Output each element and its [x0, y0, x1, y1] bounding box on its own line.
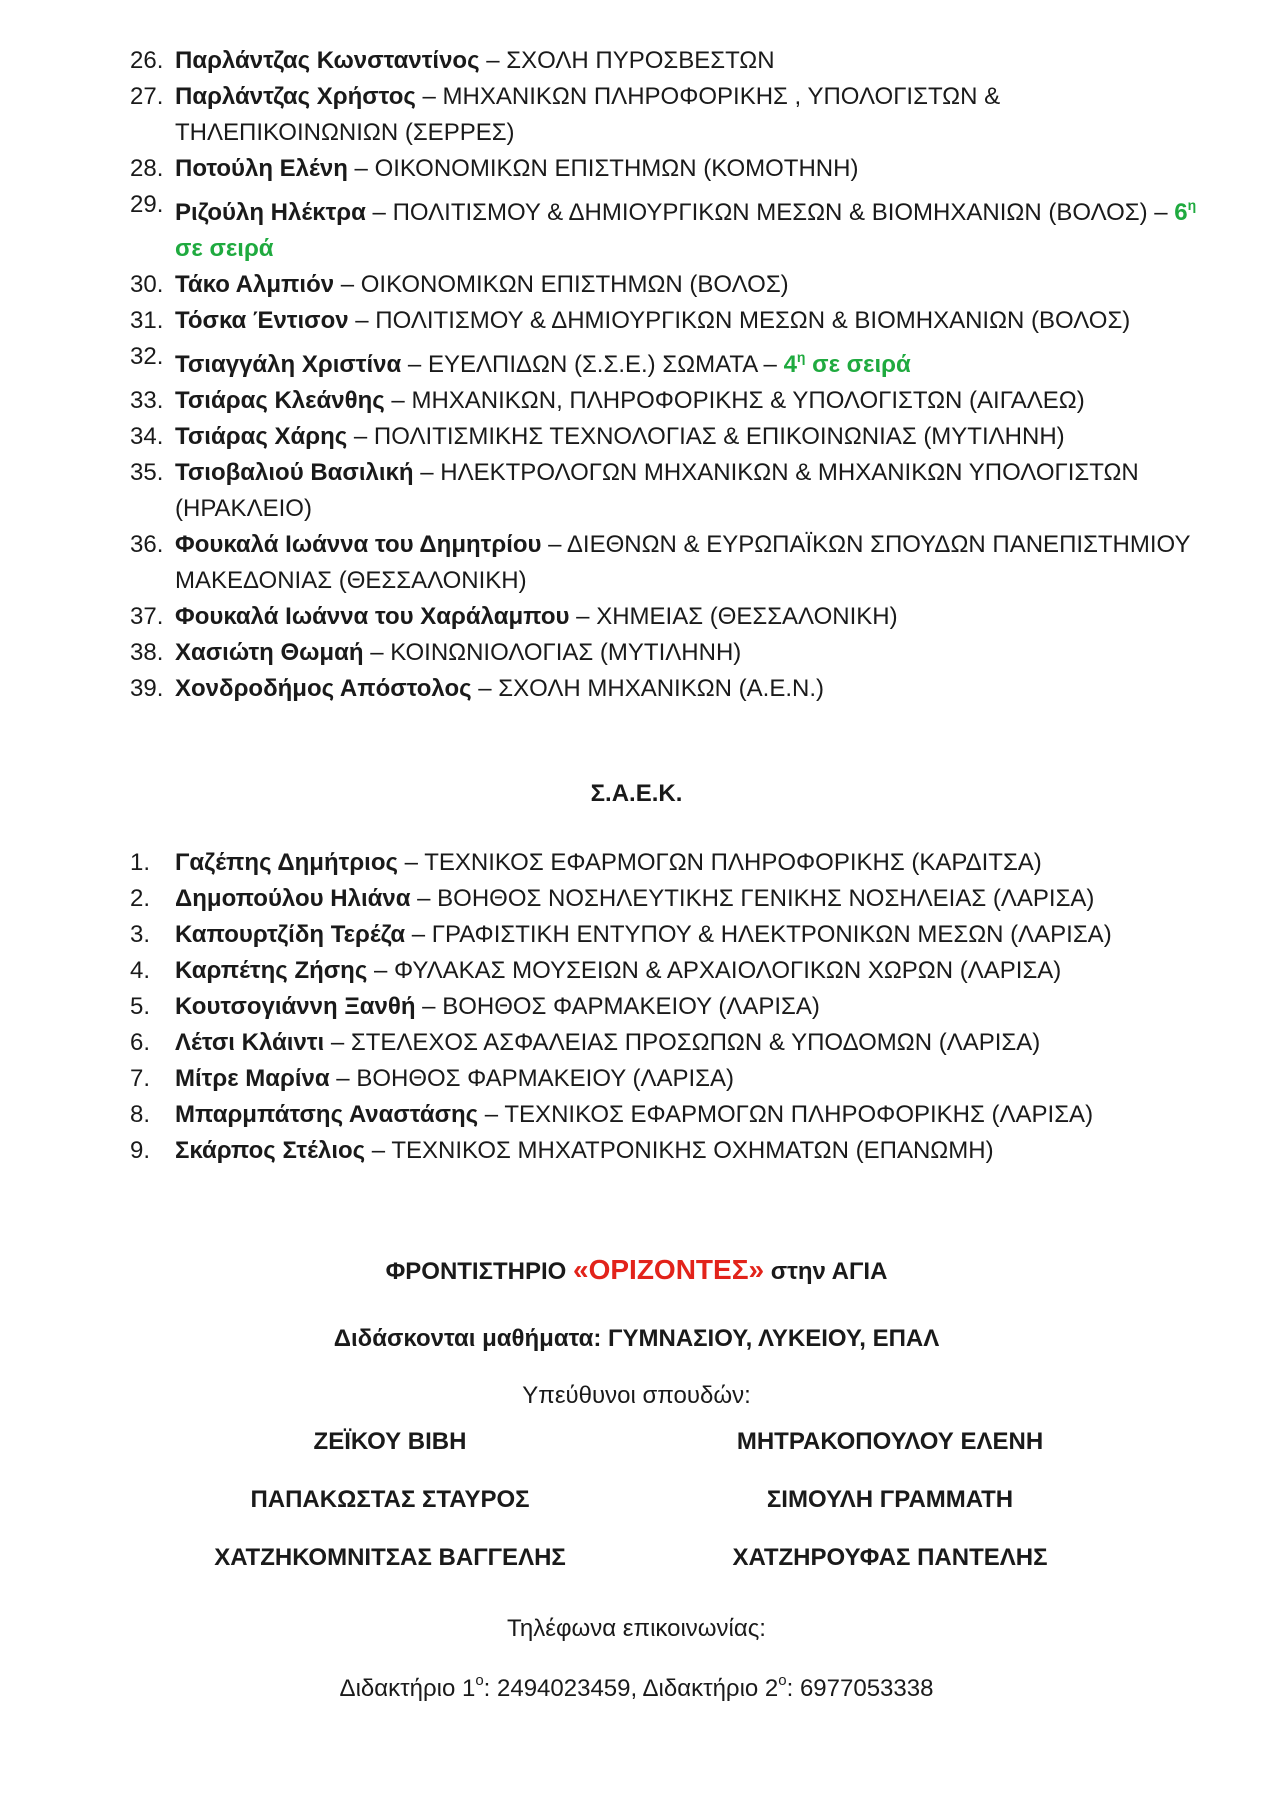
saek-heading: Σ.Α.Ε.Κ.	[590, 780, 683, 807]
separator: –	[1147, 199, 1175, 226]
phone1-superscript: ο	[475, 1672, 484, 1689]
item-number: 2.	[130, 885, 151, 912]
list-item	[130, 151, 1210, 187]
separator: –	[363, 639, 391, 666]
student-name: Φουκαλά Ιωάννα του Δημητρίου	[175, 531, 542, 558]
list-item	[130, 671, 1210, 707]
phones-line	[0, 1672, 1273, 1703]
separator: –	[365, 1137, 392, 1164]
separator: –	[348, 307, 376, 334]
list-item	[130, 383, 1210, 419]
item-number: 7.	[130, 1065, 151, 1092]
school-name: ΒΟΗΘΟΣ ΦΑΡΜΑΚΕΙΟΥ (ΛΑΡΙΣΑ)	[356, 1065, 735, 1092]
phone2-label: Διδακτήριο 2	[642, 1675, 779, 1702]
student-name: Χασιώτη Θωμαή	[175, 639, 364, 666]
item-number: 39.	[130, 675, 164, 702]
separator: –	[401, 351, 428, 378]
rank-text: σε σειρά	[805, 351, 911, 378]
student-name: Ποτούλη Ελένη	[175, 155, 348, 182]
item-number: 30.	[130, 271, 164, 298]
staff-name: ΧΑΤΖΗΚΟΜΝΙΤΣΑΣ ΒΑΓΓΕΛΗΣ	[214, 1544, 566, 1571]
list-item	[130, 845, 1210, 881]
school-name: ΦΥΛΑΚΑΣ ΜΟΥΣΕΙΩΝ & ΑΡΧΑΙΟΛΟΓΙΚΩΝ ΧΩΡΩΝ (ΛΑΡΙΣΑ)	[394, 957, 1062, 984]
phones-label: Τηλέφωνα επικοινωνίας:	[507, 1615, 766, 1642]
school-name: ΒΟΗΘΟΣ ΦΑΡΜΑΚΕΙΟΥ (ΛΑΡΙΣΑ)	[442, 993, 820, 1020]
student-name: Μίτρε Μαρίνα	[175, 1065, 330, 1092]
school-name: ΚΟΙΝΩΝΙΟΛΟΓΙΑΣ (ΜΥΤΙΛΗΝΗ)	[390, 639, 742, 666]
student-name: Σκάρπος Στέλιος	[175, 1137, 366, 1164]
student-name: Τόσκα Έντισον	[175, 307, 349, 334]
staff-name: ΧΑΤΖΗΡΟΥΦΑΣ ΠΑΝΤΕΛΗΣ	[732, 1544, 1048, 1571]
separator: –	[365, 199, 393, 226]
list-item	[130, 635, 1210, 671]
item-number: 4.	[130, 957, 151, 984]
separator: –	[334, 271, 361, 298]
school-name: ΟΙΚΟΝΟΜΙΚΩΝ ΕΠΙΣΤΗΜΩΝ (ΚΟΜΟΤΗΝΗ)	[374, 155, 859, 182]
staff-label: Υπεύθυνοι σπουδών:	[522, 1382, 751, 1409]
school-name: ΔΙΕΘΝΩΝ & ΕΥΡΩΠΑΪΚΩΝ ΣΠΟΥΔΩΝ ΠΑΝΕΠΙΣΤΗΜΙΟΥ ΜΑΚΕΔΟΝΙΑΣ (ΘΕΣΣΑΛΟΝΙΚΗ)	[175, 531, 1191, 594]
list-item	[130, 527, 1210, 599]
staff-row	[140, 1544, 1140, 1602]
school-name: ΤΕΧΝΙΚΟΣ ΜΗΧΑΤΡΟΝΙΚΗΣ ΟΧΗΜΑΤΩΝ (ΕΠΑΝΩΜΗ)	[391, 1137, 994, 1164]
list-item	[130, 43, 1210, 79]
list-item	[130, 881, 1210, 917]
list-item	[130, 1061, 1210, 1097]
list-item	[130, 989, 1210, 1025]
item-number: 3.	[130, 921, 151, 948]
list-item	[130, 79, 1210, 151]
separator: –	[324, 1029, 351, 1056]
list-item	[130, 303, 1210, 339]
school-name: ΤΕΧΝΙΚΟΣ ΕΦΑΡΜΟΓΩΝ ΠΛΗΡΟΦΟΡΙΚΗΣ (ΛΑΡΙΣΑ)	[504, 1101, 1094, 1128]
separator: –	[347, 155, 375, 182]
school-name: ΠΟΛΙΤΙΣΜΙΚΗΣ ΤΕΧΝΟΛΟΓΙΑΣ & ΕΠΙΚΟΙΝΩΝΙΑΣ (ΜΥΤΙΛΗΝΗ)	[373, 423, 1065, 450]
school-name: ΜΗΧΑΝΙΚΩΝ, ΠΛΗΡΟΦΟΡΙΚΗΣ & ΥΠΟΛΟΓΙΣΤΩΝ (ΑΙΓΑΛΕΩ)	[411, 387, 1085, 414]
student-name: Τσιάρας Χάρης	[175, 423, 348, 450]
item-number: 8.	[130, 1101, 151, 1128]
separator: –	[471, 675, 499, 702]
student-name: Τσιάρας Κλεάνθης	[175, 387, 385, 414]
school-name: ΒΟΗΘΟΣ ΝΟΣΗΛΕΥΤΙΚΗΣ ΓΕΝΙΚΗΣ ΝΟΣΗΛΕΙΑΣ (ΛΑΡΙΣΑ)	[437, 885, 1095, 912]
phone2-number: : 6977053338	[786, 1675, 934, 1702]
separator: –	[405, 921, 432, 948]
item-number: 37.	[130, 603, 164, 630]
separator: –	[384, 387, 412, 414]
item-number: 38.	[130, 639, 164, 666]
student-name: Καπουρτζίδη Τερέζα	[175, 921, 406, 948]
brand-name: «ΟΡΙΖΟΝΤΕΣ»	[573, 1254, 765, 1285]
school-name: ΠΟΛΙΤΙΣΜΟΥ & ΔΗΜΙΟΥΡΓΙΚΩΝ ΜΕΣΩΝ & ΒΙΟΜΗΧΑΝΙΩΝ (ΒΟΛΟΣ)	[375, 307, 1131, 334]
footer-title-suffix: στην ΑΓΙΑ	[764, 1258, 888, 1285]
separator: –	[541, 531, 567, 558]
list-item	[130, 267, 1210, 303]
list-item	[130, 419, 1210, 455]
staff-name: ΜΗΤΡΑΚΟΠΟΥΛΟΥ ΕΛΕΝΗ	[736, 1428, 1044, 1455]
student-name: Δημοπούλου Ηλιάνα	[175, 885, 411, 912]
list-item	[130, 1025, 1210, 1061]
item-number: 28.	[130, 155, 164, 182]
student-name: Τσιοβαλιού Βασιλική	[175, 459, 414, 486]
subjects-line: Διδάσκονται μαθήματα: ΓΥΜΝΑΣΙΟΥ, ΛΥΚΕΙΟΥ, ΕΠΑΛ	[333, 1325, 940, 1352]
staff-grid	[140, 1428, 1140, 1602]
list-item	[130, 953, 1210, 989]
item-number: 5.	[130, 993, 151, 1020]
staff-name: ΣΙΜΟΥΛΗ ΓΡΑΜΜΑΤΗ	[766, 1486, 1014, 1513]
student-name: Χονδροδήμος Απόστολος	[175, 675, 472, 702]
student-name: Παρλάντζας Κωνσταντίνος	[175, 47, 480, 74]
separator: –	[479, 47, 507, 74]
student-name: Γαζέπης Δημήτριος	[175, 849, 398, 876]
footer-title	[0, 1254, 1273, 1286]
separator: –	[410, 885, 438, 912]
list-item	[130, 1097, 1210, 1133]
rank-badge	[784, 351, 911, 378]
student-name: Λέτσι Κλάιντι	[175, 1029, 325, 1056]
staff-name: ΖΕΪΚΟΥ ΒΙΒΗ	[313, 1428, 467, 1455]
staff-row	[140, 1428, 1140, 1486]
student-name: Τσιαγγάλη Χριστίνα	[175, 351, 402, 378]
school-name: ΕΥΕΛΠΙΔΩΝ (Σ.Σ.Ε.) ΣΩΜΑΤΑ	[427, 351, 757, 378]
separator: –	[478, 1101, 505, 1128]
school-name: ΣΤΕΛΕΧΟΣ ΑΣΦΑΛΕΙΑΣ ΠΡΟΣΩΠΩΝ & ΥΠΟΔΟΜΩΝ (ΛΑΡΙΣΑ)	[350, 1029, 1041, 1056]
separator: –	[397, 849, 425, 876]
rank-superscript: η	[796, 349, 806, 365]
list-item	[130, 339, 1210, 383]
school-name: ΜΗΧΑΝΙΚΩΝ ΠΛΗΡΟΦΟΡΙΚΗΣ , ΥΠΟΛΟΓΙΣΤΩΝ & ΤΗΛΕΠΙΚΟΙΝΩΝΙΩΝ (ΣΕΡΡΕΣ)	[175, 83, 1001, 146]
item-number: 31.	[130, 307, 164, 334]
list-item	[130, 187, 1210, 267]
staff-row	[140, 1486, 1140, 1544]
separator: –	[367, 957, 395, 984]
item-number: 6.	[130, 1029, 151, 1056]
rank-number: 6	[1174, 199, 1188, 226]
item-number: 35.	[130, 459, 164, 486]
student-name: Καρπέτης Ζήσης	[175, 957, 368, 984]
student-name: Παρλάντζας Χρήστος	[175, 83, 416, 110]
school-name: ΟΙΚΟΝΟΜΙΚΩΝ ΕΠΙΣΤΗΜΩΝ (ΒΟΛΟΣ)	[360, 271, 789, 298]
item-number: 36.	[130, 531, 164, 558]
separator: –	[415, 83, 443, 110]
university-admissions-list	[130, 43, 1210, 707]
student-name: Κουτσογιάννη Ξανθή	[175, 993, 416, 1020]
list-item	[130, 455, 1210, 527]
phone1-number: : 2494023459,	[483, 1675, 643, 1702]
separator: –	[756, 351, 784, 378]
rank-text: σε σειρά	[175, 235, 274, 262]
item-number: 32.	[130, 343, 164, 370]
school-name: ΧΗΜΕΙΑΣ (ΘΕΣΣΑΛΟΝΙΚΗ)	[596, 603, 898, 630]
list-item	[130, 917, 1210, 953]
list-item	[130, 1133, 1210, 1169]
footer-title-prefix: ΦΡΟΝΤΙΣΤΗΡΙΟ	[385, 1258, 574, 1285]
school-name: ΓΡΑΦΙΣΤΙΚΗ ΕΝΤΥΠΟΥ & ΗΛΕΚΤΡΟΝΙΚΩΝ ΜΕΣΩΝ (ΛΑΡΙΣΑ)	[431, 921, 1112, 948]
school-name: ΤΕΧΝΙΚΟΣ ΕΦΑΡΜΟΓΩΝ ΠΛΗΡΟΦΟΡΙΚΗΣ (ΚΑΡΔΙΤΣΑ)	[424, 849, 1042, 876]
rank-number: 4	[783, 351, 797, 378]
student-name: Τάκο Αλμπιόν	[175, 271, 335, 298]
school-name: ΗΛΕΚΤΡΟΛΟΓΩΝ ΜΗΧΑΝΙΚΩΝ & ΜΗΧΑΝΙΚΩΝ ΥΠΟΛΟΓΙΣΤΩΝ (ΗΡΑΚΛΕΙΟ)	[175, 459, 1139, 522]
item-number: 34.	[130, 423, 164, 450]
separator: –	[415, 993, 443, 1020]
school-name: ΠΟΛΙΤΙΣΜΟΥ & ΔΗΜΙΟΥΡΓΙΚΩΝ ΜΕΣΩΝ & ΒΙΟΜΗΧΑΝΙΩΝ (ΒΟΛΟΣ)	[392, 199, 1148, 226]
item-number: 26.	[130, 47, 164, 74]
item-number: 27.	[130, 83, 164, 110]
phone2-superscript: ο	[778, 1672, 787, 1689]
school-name: ΣΧΟΛΗ ΠΥΡΟΣΒΕΣΤΩΝ	[506, 47, 775, 74]
separator: –	[413, 459, 441, 486]
student-name: Φουκαλά Ιωάννα του Χαράλαμπου	[175, 603, 570, 630]
school-name: ΣΧΟΛΗ ΜΗΧΑΝΙΚΩΝ (Α.Ε.Ν.)	[498, 675, 824, 702]
item-number: 9.	[130, 1137, 151, 1164]
item-number: 1.	[130, 849, 151, 876]
separator: –	[569, 603, 597, 630]
item-number: 33.	[130, 387, 164, 414]
rank-superscript: η	[1187, 197, 1197, 213]
item-number: 29.	[130, 191, 164, 218]
phone1-label: Διδακτήριο 1	[339, 1675, 476, 1702]
separator: –	[347, 423, 374, 450]
student-name: Μπαρμπάτσης Αναστάσης	[175, 1101, 479, 1128]
saek-admissions-list	[130, 845, 1210, 1169]
list-item	[130, 599, 1210, 635]
staff-name: ΠΑΠΑΚΩΣΤΑΣ ΣΤΑΥΡΟΣ	[250, 1486, 530, 1513]
student-name: Ριζούλη Ηλέκτρα	[175, 199, 366, 226]
separator: –	[329, 1065, 357, 1092]
